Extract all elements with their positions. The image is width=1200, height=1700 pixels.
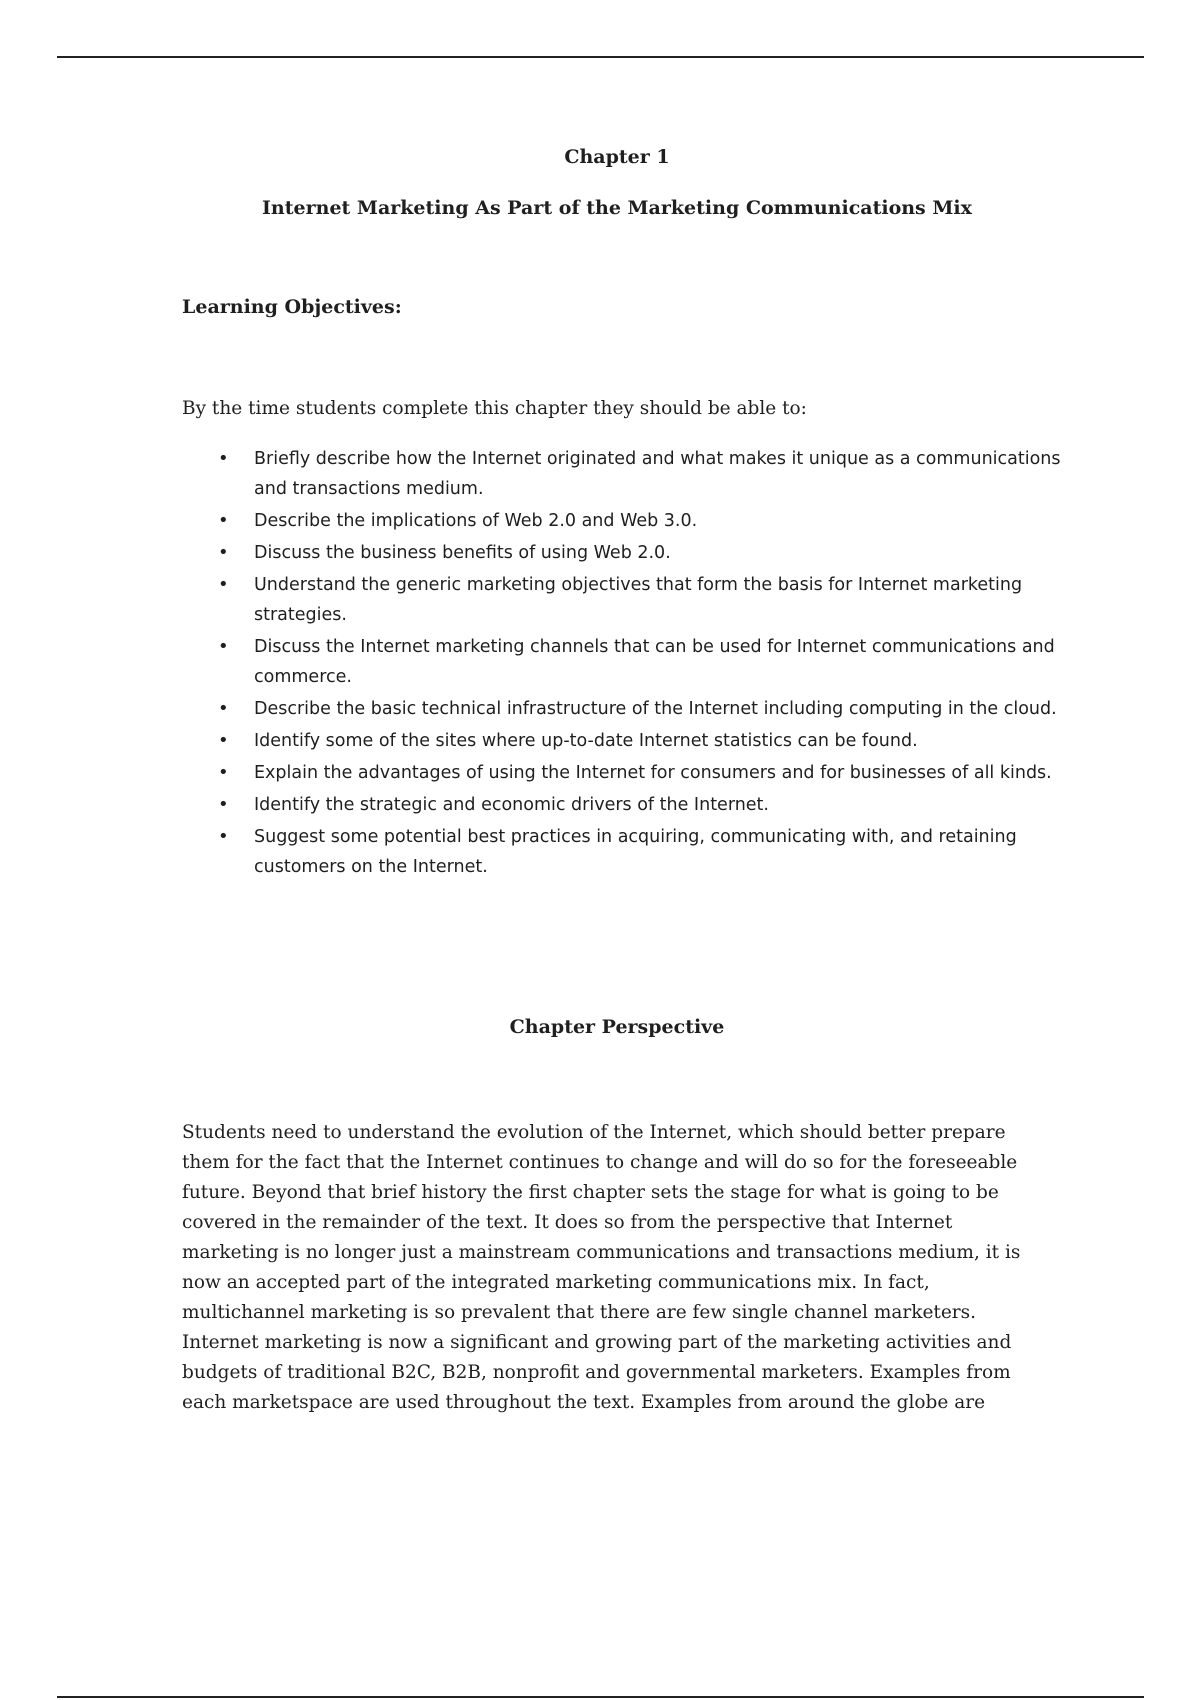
- bullet-icon: •: [218, 510, 229, 531]
- list-item: [182, 758, 1062, 788]
- list-item: [182, 694, 1062, 724]
- list-item-text: Discuss the business benefits of using Web 2.0.: [254, 543, 671, 563]
- bullet-icon: •: [218, 636, 229, 657]
- list-item: [182, 538, 1062, 568]
- list-item-text: Describe the basic technical infrastructure of the Internet including computing in the cloud.: [254, 699, 1057, 719]
- list-item: [182, 726, 1062, 756]
- list-item-text: Understand the generic marketing objectives that form the basis for Internet marketing strategies.: [254, 575, 1023, 625]
- bullet-icon: •: [218, 448, 229, 469]
- bullet-icon: •: [218, 698, 229, 719]
- list-item-text: Briefly describe how the Internet originated and what makes it unique as a communications and transactions medium.: [254, 449, 1061, 499]
- chapter-perspective-body: Students need to understand the evolution of the Internet, which should better prepare them for the fact that the Internet continues to change and will do so for the foreseeable future. Beyond that brief history the first chapter sets the stage for what is going to be covered in the remainder of the text. It does so from the perspective that Internet marketing is no longer just a mainstream communications and transactions medium, it is now an accepted part of the integrated marketing communications mix. In fact, multichannel marketing is so prevalent that there are few single channel marketers. Internet marketing is now a significant and growing part of the marketing activities and budgets of traditional B2C, B2B, nonprofit and governmental marketers. Examples from each marketspace are used throughout the text. Examples from around the globe are: [182, 1122, 1021, 1413]
- chapter-title: Internet Marketing As Part of the Marketing Communications Mix: [262, 197, 972, 219]
- list-item: [182, 790, 1062, 820]
- chapter-number: Chapter 1: [564, 146, 670, 168]
- list-item-text: Suggest some potential best practices in acquiring, communicating with, and retaining customers on the Internet.: [254, 827, 1017, 877]
- list-item: [182, 632, 1062, 692]
- list-item: [182, 822, 1062, 882]
- bullet-icon: •: [218, 794, 229, 815]
- list-item: [182, 570, 1062, 630]
- list-item-text: Identify some of the sites where up-to-date Internet statistics can be found.: [254, 731, 918, 751]
- bottom-rule: [57, 1696, 1144, 1698]
- bullet-icon: •: [218, 730, 229, 751]
- list-item-text: Explain the advantages of using the Internet for consumers and for businesses of all kinds.: [254, 763, 1052, 783]
- learning-objectives-intro: By the time students complete this chapter they should be able to:: [182, 398, 807, 419]
- bullet-icon: •: [218, 762, 229, 783]
- list-item-text: Discuss the Internet marketing channels that can be used for Internet communications and commerce.: [254, 637, 1055, 687]
- bullet-icon: •: [218, 574, 229, 595]
- list-item: [182, 444, 1062, 504]
- bullet-icon: •: [218, 826, 229, 847]
- chapter-perspective-heading: Chapter Perspective: [509, 1016, 725, 1038]
- bullet-icon: •: [218, 542, 229, 563]
- list-item-text: Describe the implications of Web 2.0 and Web 3.0.: [254, 511, 698, 531]
- learning-objectives-list: [182, 444, 1062, 884]
- list-item: [182, 506, 1062, 536]
- learning-objectives-heading: Learning Objectives:: [182, 296, 402, 318]
- list-item-text: Identify the strategic and economic drivers of the Internet.: [254, 795, 769, 815]
